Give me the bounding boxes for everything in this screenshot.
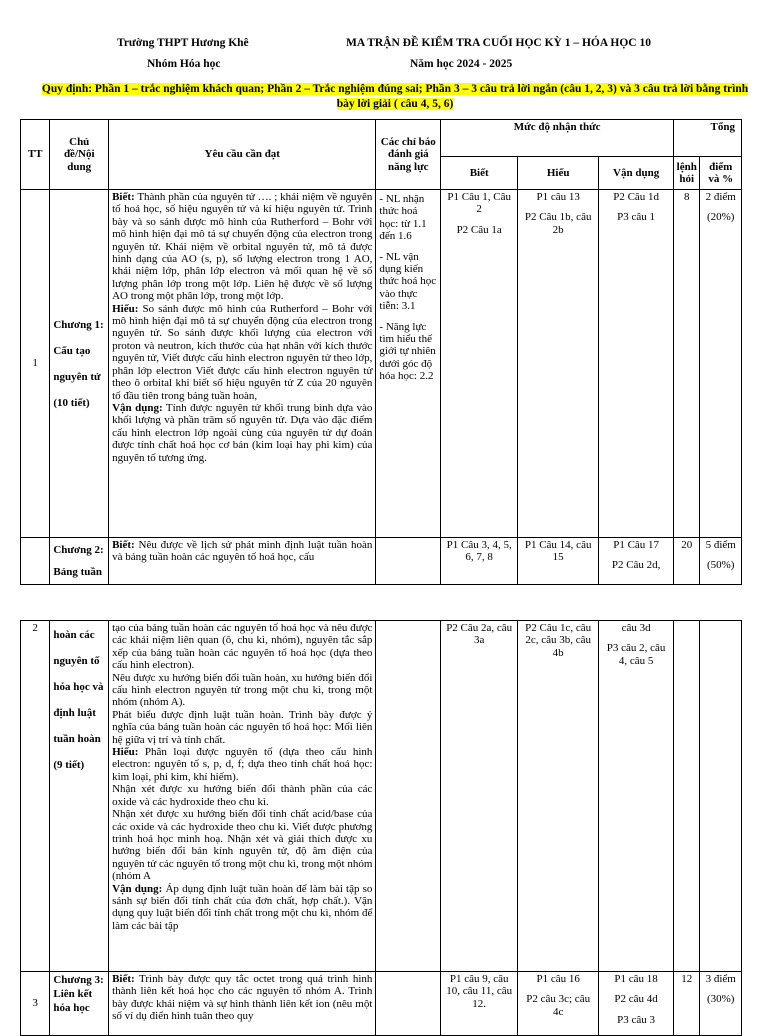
question-count: 12	[674, 972, 700, 1036]
hieu-cell: P1 Câu 14, câu 15	[518, 538, 599, 585]
biet-cell: P1 Câu 1, Câu 2 P2 Câu 1a	[441, 190, 518, 538]
question-count: 8	[674, 190, 700, 538]
col-header-tt: TT	[21, 120, 50, 190]
capability-cell: - NL nhận thức hoá học: từ 1.1 đến 1.6 - NL vận dụng kiến thức hoá học vào thực tiễn: 3.1 - Năng lực tìm hiểu thế giới tự nhiên dưới góc độ hóa học: 2.2	[376, 190, 441, 538]
capability-cell	[376, 972, 441, 1036]
hieu-cell: P2 Câu 1c, câu 2c, câu 3b, câu 4b	[518, 621, 599, 972]
biet-cell: P1 câu 9, câu 10, câu 11, câu 12.	[441, 972, 518, 1036]
table-row	[21, 972, 742, 1036]
vandung-cell: P1 Câu 17 P2 Câu 2d,	[599, 538, 674, 585]
row-number: 2	[21, 621, 50, 972]
school-name: Trường THPT Hương Khê	[117, 37, 249, 49]
table-row	[21, 190, 742, 538]
biet-cell: P1 Câu 3, 4, 5, 6, 7, 8	[441, 538, 518, 585]
exam-rule-note: Quy định: Phần 1 – trắc nghiệm khách quan; Phần 2 – Trắc nghiệm đúng sai; Phần 3 – 3 câu trả lời ngắn (câu 1, 2, 3) và 3 câu trả lời bằng trình bày lời giải ( câu 4, 5, 6)	[41, 83, 749, 110]
requirement-cell: tạo của bảng tuần hoàn các nguyên tố hoá học và nêu được các khái niệm liên quan (ô, chu kì, nhóm), nguyên tắc sắp xếp của bảng tuần hoàn các nguyên tố hoá học (dựa theo cấu hình electron). Nêu được xu hướng biến đổi tuần hoàn, xu hướng biến đổi cấu hình electron nguyên tử trong một chu kì, trong một nhóm (nhóm A). Phát biểu được định luật tuần hoàn. Trình bày được ý nghĩa của bảng tuần hoàn các nguyên tố hoá học: Mối liên hệ giữa vị trí và tính chất. Hiểu: Phân loại được nguyên tố (dựa theo cấu hình electron: nguyên tố s, p, d, f; dựa theo tính chất hoá học: kim loại, phi kim, khí hiếm). Nhận xét được xu hướng biến đổi thành phần của các oxide và các hydroxide theo chu kì. Nhận xét được xu hướng biến đổi tính chất acid/base của các oxide và các hydroxide theo chu kì. Viết được phương trình hoá học minh hoạ. Nhận xét và giải thích được xu hướng biến đổi bán kính nguyên tử, độ âm điện của nguyên tử các nguyên tố trong một chu kì, trong một nhóm (nhóm A Vận dụng: Áp dụng định luật tuần hoàn để làm bài tập so sánh sự biến đổi tính chất của đơn chất, hợp chất.). Vận dụng quy luật biến đổi tính chất trong một chu kì, nhóm để làm các bài tập	[109, 621, 376, 972]
requirement-cell: Biết: Nêu được về lịch sử phát minh định luật tuần hoàn và bảng tuần hoàn các nguyên tố hoá học, cấu	[109, 538, 376, 585]
document-title: MA TRẬN ĐỀ KIỂM TRA CUỐI HỌC KỲ 1 – HÓA HỌC 10	[346, 37, 651, 49]
row-number: 3	[21, 972, 50, 1036]
requirement-cell: Biết: Trình bày được quy tắc octet trong quá trình hình thành liên kết hoá học cho các nguyên tố nhóm A. Trình bày được khái niệm và sự hình thành liên kết ion (nêu một số ví dụ điển hình tuân theo quy	[109, 972, 376, 1036]
vandung-cell: P1 câu 18 P2 câu 4d P3 câu 3	[599, 972, 674, 1036]
col-header-lenh-hoi: lệnh hỏi	[674, 157, 700, 190]
school-year: Năm học 2024 - 2025	[410, 58, 513, 70]
question-count: 20	[674, 538, 700, 585]
matrix-table-page-2	[20, 620, 742, 1036]
col-header-diem: điểm và %	[700, 157, 742, 190]
score-cell	[700, 621, 742, 972]
group-name: Nhóm Hóa học	[147, 58, 221, 70]
matrix-table-page-1	[20, 119, 742, 585]
chapter-cell: Chương 3: Liên kết hóa học	[50, 972, 109, 1036]
col-header-vandung: Vận dụng	[599, 157, 674, 190]
col-header-biet: Biết	[441, 157, 518, 190]
score-cell: 5 điểm (50%)	[700, 538, 742, 585]
chapter-cell: Chương 2: Bảng tuần	[50, 538, 109, 585]
hieu-cell: P1 câu 16 P2 câu 3c; câu 4c	[518, 972, 599, 1036]
col-header-level: Mức độ nhận thức	[441, 120, 674, 157]
vandung-cell: câu 3d P3 câu 2, câu 4, câu 5	[599, 621, 674, 972]
table-row	[21, 538, 742, 585]
table-row	[21, 621, 742, 972]
col-header-topic: Chủ đề/Nội dung	[50, 120, 109, 190]
requirement-cell: Biết: Thành phần của nguyên tử …. ; khái niệm về nguyên tố hoá học, số hiệu nguyên tử và kí hiệu nguyên tử. Trình bày và so sánh được mô hình của Rutherford – Bohr với mô hình hiện đại mô tả sự chuyển động của electron trong nguyên tử. Khái niệm về orbital nguyên tử, mô tả được hình dạng của AO (s, p), số lượng electron trong 1 AO, khái niệm lớp, phân lớp electron và mối quan hệ về số lượng phân lớp trong một lớp. Liên hệ được về số lượng AO trong một phân lớp, trong một lớp. Hiểu: So sánh được mô hình của Rutherford – Bohr với mô hình hiện đại mô tả sự chuyển động của electron trong nguyên tử. So sánh được khối lượng của electron với proton và neutron, kích thước của hạt nhân với kích thước nguyên tử, Viết được cấu hình electron nguyên tử theo lớp, phân lớp electron Viết được cấu hình electron nguyên tử theo ô orbital khi biết số hiệu nguyên tử Z của 20 nguyên tố đầu tiên trong bảng tuần hoàn, Vận dụng: Tính được nguyên tử khối trung bình dựa vào khối lượng và phần trăm số nguyên tử. Dựa vào đặc điểm cấu hình electron lớp ngoài cùng của nguyên tử dự đoán được tính chất hoá học cơ bản (kim loại hay phi kim) của nguyên tố tương ứng.	[109, 190, 376, 538]
col-header-capability: Các chỉ báo đánh giá năng lực	[376, 120, 441, 190]
row-number: 1	[21, 190, 50, 538]
biet-cell: P2 Câu 2a, câu 3a	[441, 621, 518, 972]
col-header-hieu: Hiểu	[518, 157, 599, 190]
vandung-cell: P2 Câu 1d P3 câu 1	[599, 190, 674, 538]
score-cell: 2 điểm (20%)	[700, 190, 742, 538]
hieu-cell: P1 câu 13 P2 Câu 1b, câu 2b	[518, 190, 599, 538]
chapter-cell: Chương 1: Cấu tạo nguyên tử (10 tiết)	[50, 190, 109, 538]
col-header-total: Tổng	[674, 120, 742, 157]
score-cell: 3 điểm (30%)	[700, 972, 742, 1036]
capability-cell	[376, 621, 441, 972]
question-count	[674, 621, 700, 972]
col-header-requirement: Yêu cầu cần đạt	[109, 120, 376, 190]
capability-cell	[376, 538, 441, 585]
chapter-cell: hoàn các nguyên tố hóa học và định luật tuần hoàn (9 tiết)	[50, 621, 109, 972]
